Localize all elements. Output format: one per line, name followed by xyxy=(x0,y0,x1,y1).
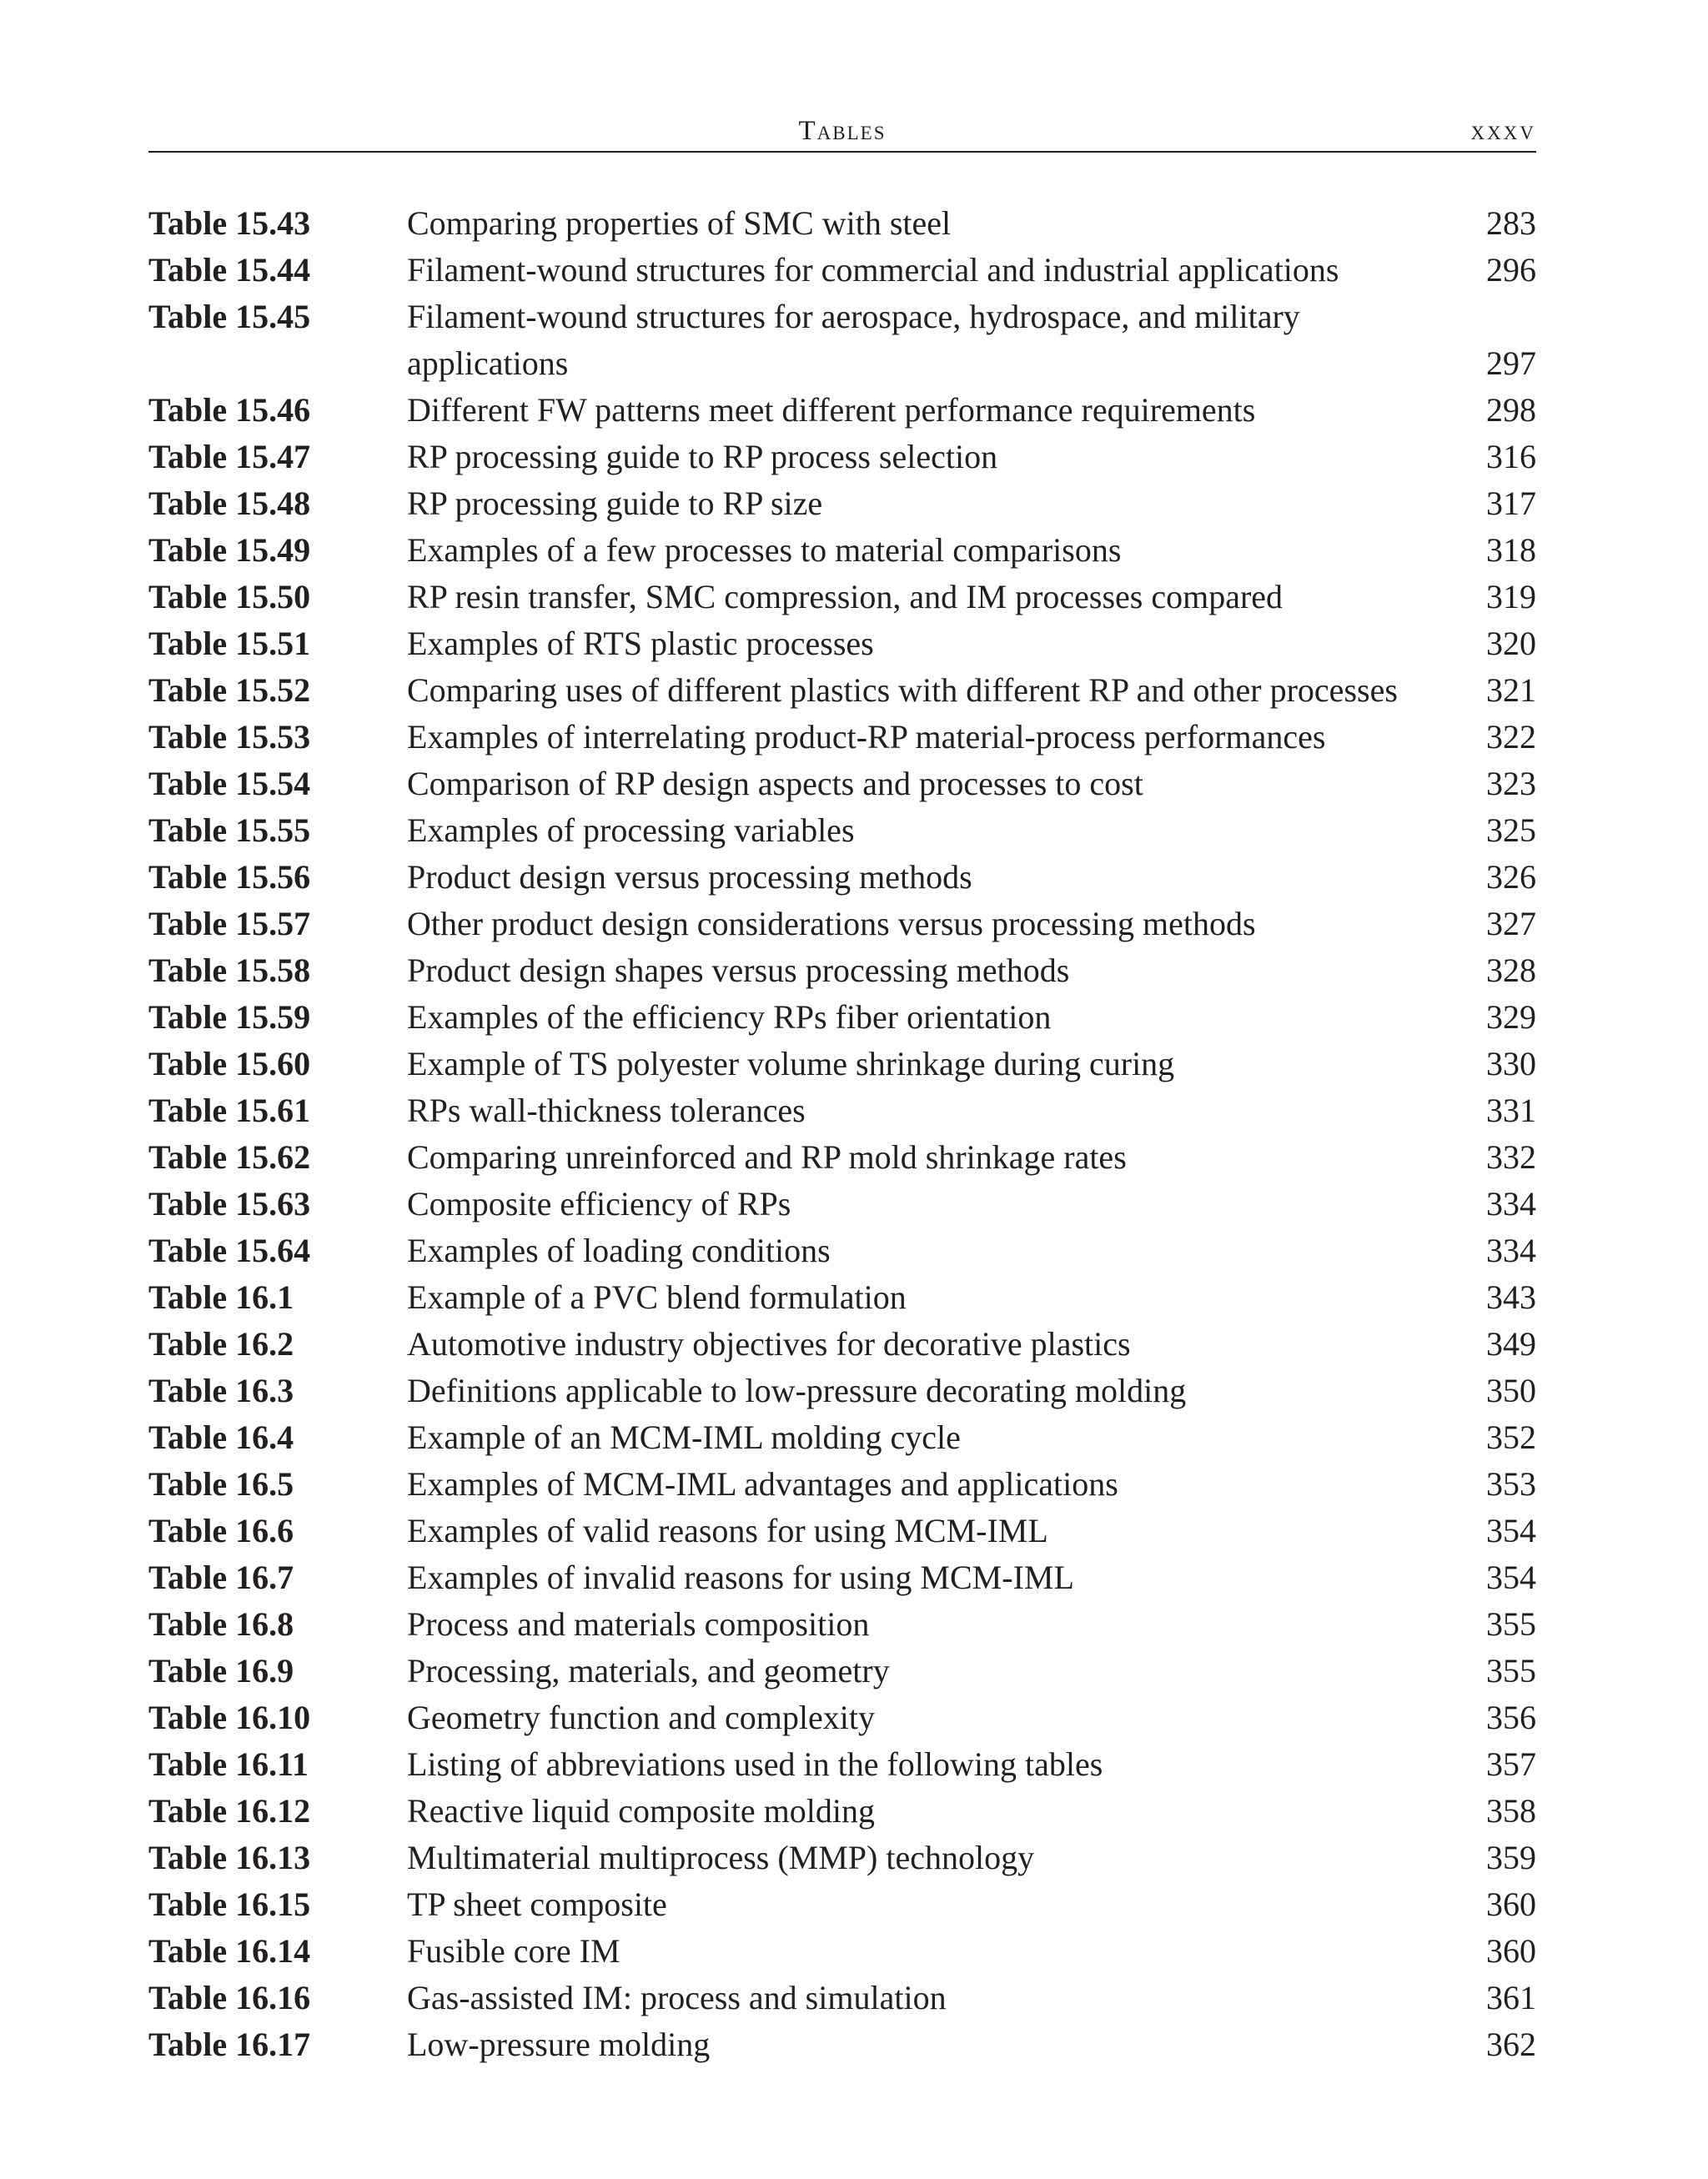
table-title: TP sheet composite xyxy=(407,1885,667,1923)
table-page-number: 334 xyxy=(1486,1232,1536,1269)
toc-entry[interactable] xyxy=(148,1041,1536,1087)
table-label: Table 16.11 xyxy=(148,1745,309,1783)
table-page-number: 327 xyxy=(1486,905,1536,942)
toc-entry[interactable] xyxy=(148,1881,1536,1928)
table-title: Geometry function and complexity xyxy=(407,1699,875,1736)
table-title: Examples of RTS plastic processes xyxy=(407,625,874,662)
toc-entry[interactable] xyxy=(148,714,1536,761)
table-page-number: 297 xyxy=(1486,344,1536,382)
table-title: Example of an MCM-IML molding cycle xyxy=(407,1418,961,1456)
toc-entry[interactable] xyxy=(148,1321,1536,1368)
toc-entry[interactable] xyxy=(148,620,1536,667)
toc-entry[interactable] xyxy=(148,294,1536,387)
table-label: Table 15.60 xyxy=(148,1045,311,1082)
toc-entry[interactable] xyxy=(148,947,1536,994)
toc-entry[interactable] xyxy=(148,1648,1536,1694)
table-page-number: 326 xyxy=(1486,858,1536,896)
table-page-number: 329 xyxy=(1486,998,1536,1036)
table-label: Table 15.59 xyxy=(148,998,311,1036)
table-label: Table 16.2 xyxy=(148,1325,294,1363)
toc-entry[interactable] xyxy=(148,1835,1536,1881)
toc-entry[interactable] xyxy=(148,1274,1536,1321)
table-label: Table 15.58 xyxy=(148,951,311,989)
table-title: RP processing guide to RP size xyxy=(407,485,823,522)
table-label: Table 16.14 xyxy=(148,1932,311,1970)
table-label: Table 15.62 xyxy=(148,1138,311,1176)
table-page-number: 359 xyxy=(1486,1839,1536,1876)
table-page-number: 355 xyxy=(1486,1652,1536,1689)
table-page-number: 357 xyxy=(1486,1745,1536,1783)
table-page-number: 331 xyxy=(1486,1092,1536,1129)
table-label: Table 15.52 xyxy=(148,671,311,709)
toc-entry[interactable] xyxy=(148,1741,1536,1788)
table-title: Processing, materials, and geometry xyxy=(407,1652,890,1689)
table-title: RPs wall-thickness tolerances xyxy=(407,1092,806,1129)
table-label: Table 16.12 xyxy=(148,1792,311,1830)
table-label: Table 15.63 xyxy=(148,1185,311,1223)
table-page-number: 354 xyxy=(1486,1512,1536,1549)
table-label: Table 15.45 xyxy=(148,298,311,335)
table-title: RP processing guide to RP process selection xyxy=(407,438,998,475)
table-page-number: 334 xyxy=(1486,1185,1536,1223)
table-page-number: 296 xyxy=(1486,251,1536,289)
table-title: Automotive industry objectives for decorative plastics xyxy=(407,1325,1131,1363)
table-title: Filament-wound structures for aerospace, hydrospace, and military applications xyxy=(407,298,1300,382)
table-title: Examples of interrelating product-RP material-process performances xyxy=(407,718,1326,756)
table-page-number: 330 xyxy=(1486,1045,1536,1082)
table-label: Table 15.49 xyxy=(148,531,311,569)
table-page-number: 352 xyxy=(1486,1418,1536,1456)
toc-entry[interactable] xyxy=(148,994,1536,1041)
table-title: Definitions applicable to low-pressure decorating molding xyxy=(407,1372,1187,1409)
table-label: Table 16.4 xyxy=(148,1418,294,1456)
toc-entry[interactable] xyxy=(148,480,1536,527)
table-page-number: 322 xyxy=(1486,718,1536,756)
toc-entry[interactable] xyxy=(148,387,1536,434)
toc-entry[interactable] xyxy=(148,1414,1536,1461)
table-label: Table 16.8 xyxy=(148,1605,294,1643)
table-title: Comparing unreinforced and RP mold shrinkage rates xyxy=(407,1138,1127,1176)
toc-entry[interactable] xyxy=(148,200,1536,247)
table-page-number: 356 xyxy=(1486,1699,1536,1736)
table-page-number: 360 xyxy=(1486,1885,1536,1923)
table-label: Table 15.57 xyxy=(148,905,311,942)
table-label: Table 15.61 xyxy=(148,1092,311,1129)
toc-entry[interactable] xyxy=(148,667,1536,714)
table-label: Table 15.55 xyxy=(148,811,311,849)
table-title: Other product design considerations versus processing methods xyxy=(407,905,1256,942)
toc-entry[interactable] xyxy=(148,1788,1536,1835)
table-label: Table 16.7 xyxy=(148,1559,294,1596)
table-title: Process and materials composition xyxy=(407,1605,870,1643)
table-page-number: 360 xyxy=(1486,1932,1536,1970)
table-label: Table 15.50 xyxy=(148,578,311,615)
list-of-tables xyxy=(148,200,1536,2068)
table-label: Table 16.5 xyxy=(148,1465,294,1503)
table-title: RP resin transfer, SMC compression, and IM processes compared xyxy=(407,578,1284,615)
table-title: Gas-assisted IM: process and simulation xyxy=(407,1979,947,2016)
table-label: Table 16.16 xyxy=(148,1979,311,2016)
toc-entry[interactable] xyxy=(148,761,1536,807)
table-page-number: 343 xyxy=(1486,1278,1536,1316)
table-title: Examples of a few processes to material comparisons xyxy=(407,531,1122,569)
toc-entry[interactable] xyxy=(148,2021,1536,2068)
table-title: Example of a PVC blend formulation xyxy=(407,1278,907,1316)
table-title: Product design shapes versus processing methods xyxy=(407,951,1070,989)
toc-entry[interactable] xyxy=(148,854,1536,901)
table-title: Examples of loading conditions xyxy=(407,1232,831,1269)
table-title: Reactive liquid composite molding xyxy=(407,1792,876,1830)
table-title: Fusible core IM xyxy=(407,1932,620,1970)
table-label: Table 15.51 xyxy=(148,625,311,662)
table-title: Examples of valid reasons for using MCM-IML xyxy=(407,1512,1048,1549)
page-number: xxxv xyxy=(1470,116,1536,146)
table-label: Table 15.54 xyxy=(148,765,311,802)
toc-entry[interactable] xyxy=(148,1508,1536,1554)
table-page-number: 318 xyxy=(1486,531,1536,569)
toc-entry[interactable] xyxy=(148,1181,1536,1228)
table-title: Comparing uses of different plastics with different RP and other processes xyxy=(407,671,1398,709)
table-title: Comparing properties of SMC with steel xyxy=(407,204,952,242)
toc-entry[interactable] xyxy=(148,901,1536,947)
table-page-number: 317 xyxy=(1486,485,1536,522)
table-title: Low-pressure molding xyxy=(407,2026,711,2063)
table-title: Examples of invalid reasons for using MCM-IML xyxy=(407,1559,1074,1596)
table-title: Composite efficiency of RPs xyxy=(407,1185,791,1223)
running-header xyxy=(148,113,1536,153)
toc-entry[interactable] xyxy=(148,1228,1536,1274)
toc-entry[interactable] xyxy=(148,574,1536,620)
table-page-number: 350 xyxy=(1486,1372,1536,1409)
table-title: Listing of abbreviations used in the following tables xyxy=(407,1745,1103,1783)
table-title: Examples of MCM-IML advantages and applications xyxy=(407,1465,1118,1503)
table-title: Multimaterial multiprocess (MMP) technology xyxy=(407,1839,1035,1876)
table-label: Table 15.48 xyxy=(148,485,311,522)
toc-entry[interactable] xyxy=(148,1554,1536,1601)
table-label: Table 16.6 xyxy=(148,1512,294,1549)
table-title: Different FW patterns meet different performance requirements xyxy=(407,391,1256,429)
table-page-number: 349 xyxy=(1486,1325,1536,1363)
table-title: Example of TS polyester volume shrinkage during curing xyxy=(407,1045,1175,1082)
table-title: Examples of the efficiency RPs fiber orientation xyxy=(407,998,1052,1036)
table-label: Table 15.46 xyxy=(148,391,311,429)
table-label: Table 15.44 xyxy=(148,251,311,289)
toc-entry[interactable] xyxy=(148,247,1536,294)
toc-entry[interactable] xyxy=(148,1928,1536,1975)
table-label: Table 15.47 xyxy=(148,438,311,475)
toc-entry[interactable] xyxy=(148,807,1536,854)
table-label: Table 16.10 xyxy=(148,1699,311,1736)
table-label: Table 16.9 xyxy=(148,1652,294,1689)
toc-entry[interactable] xyxy=(148,434,1536,480)
table-page-number: 362 xyxy=(1486,2026,1536,2063)
running-header-title: Tables xyxy=(798,116,887,146)
toc-entry[interactable] xyxy=(148,1087,1536,1134)
table-page-number: 320 xyxy=(1486,625,1536,662)
table-title: Filament-wound structures for commercial and industrial applications xyxy=(407,251,1339,289)
table-label: Table 16.3 xyxy=(148,1372,294,1409)
toc-entry[interactable] xyxy=(148,1975,1536,2021)
table-page-number: 361 xyxy=(1486,1979,1536,2016)
table-page-number: 325 xyxy=(1486,811,1536,849)
table-title: Comparison of RP design aspects and processes to cost xyxy=(407,765,1143,802)
toc-entry[interactable] xyxy=(148,1694,1536,1741)
table-page-number: 332 xyxy=(1486,1138,1536,1176)
table-title: Product design versus processing methods xyxy=(407,858,972,896)
table-page-number: 354 xyxy=(1486,1559,1536,1596)
table-label: Table 16.15 xyxy=(148,1885,311,1923)
table-page-number: 323 xyxy=(1486,765,1536,802)
table-label: Table 15.64 xyxy=(148,1232,311,1269)
table-title: Examples of processing variables xyxy=(407,811,855,849)
toc-entry[interactable] xyxy=(148,527,1536,574)
table-page-number: 316 xyxy=(1486,438,1536,475)
table-page-number: 319 xyxy=(1486,578,1536,615)
table-label: Table 16.13 xyxy=(148,1839,311,1876)
toc-entry[interactable] xyxy=(148,1134,1536,1181)
toc-entry[interactable] xyxy=(148,1368,1536,1414)
table-page-number: 298 xyxy=(1486,391,1536,429)
table-label: Table 15.56 xyxy=(148,858,311,896)
table-label: Table 16.1 xyxy=(148,1278,294,1316)
table-page-number: 321 xyxy=(1486,671,1536,709)
table-page-number: 353 xyxy=(1486,1465,1536,1503)
table-page-number: 358 xyxy=(1486,1792,1536,1830)
table-label: Table 15.43 xyxy=(148,204,311,242)
table-page-number: 355 xyxy=(1486,1605,1536,1643)
table-page-number: 328 xyxy=(1486,951,1536,989)
table-label: Table 16.17 xyxy=(148,2026,311,2063)
table-page-number: 283 xyxy=(1486,204,1536,242)
toc-entry[interactable] xyxy=(148,1601,1536,1648)
table-label: Table 15.53 xyxy=(148,718,311,756)
toc-entry[interactable] xyxy=(148,1461,1536,1508)
